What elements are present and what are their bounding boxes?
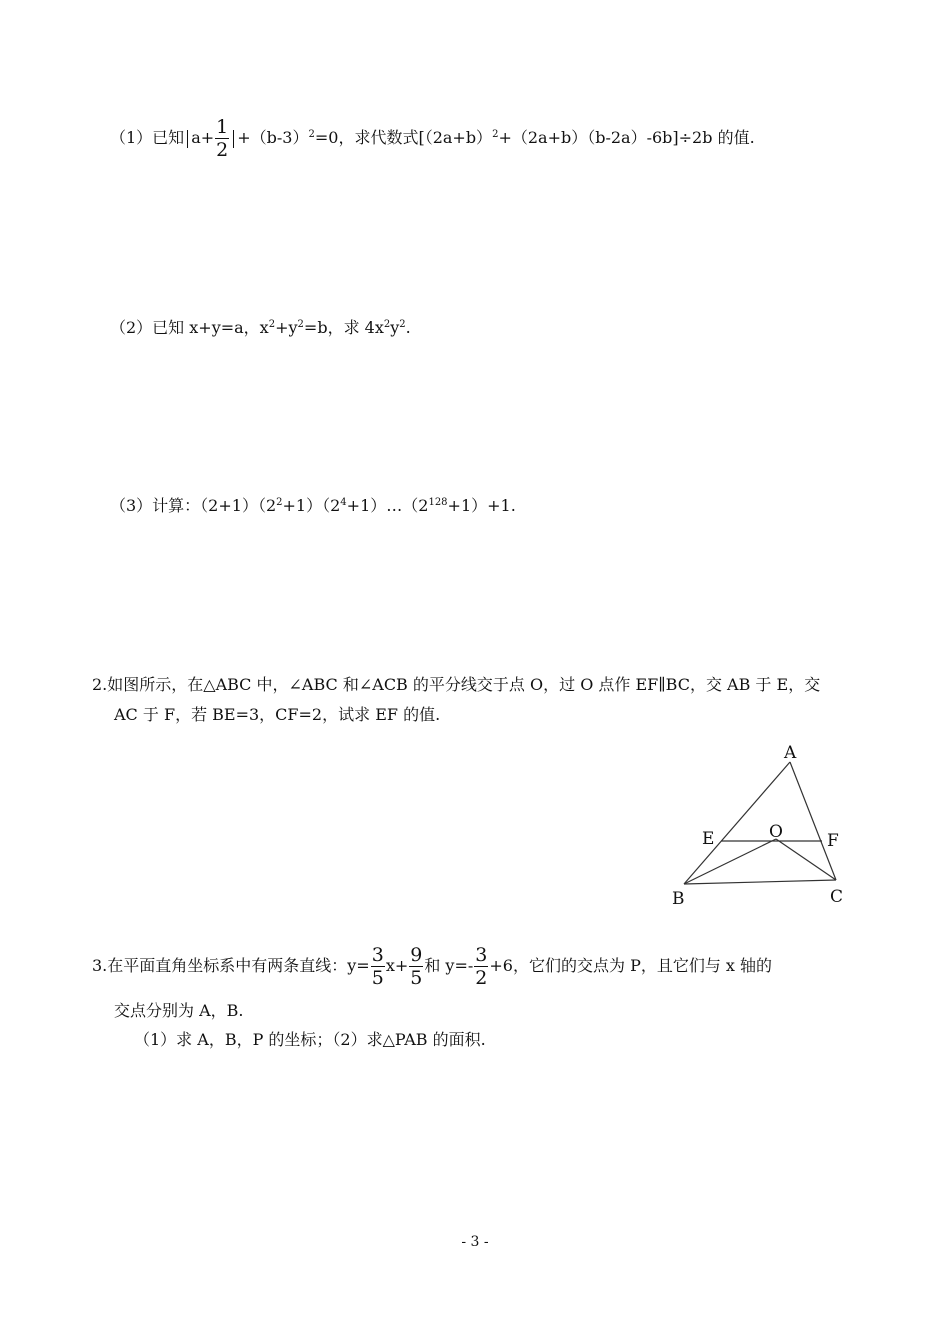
q3-line3: （1）求 A，B，P 的坐标；（2）求△PAB 的面积. — [134, 1030, 486, 1049]
fraction-three-halves: $\frac{3}{2}$ — [475, 944, 488, 989]
q3-line2: 交点分别为 A，B. — [114, 1001, 244, 1020]
segment-ac — [790, 762, 836, 880]
fraction-one-half: $\frac{1}{2}$ — [216, 116, 229, 161]
q1-part2: （2）已知 x+y=a，$x^2+y^2=b$，求 $4x^2y^2$. — [110, 318, 411, 337]
q2-line1: 2.如图所示，在△ABC 中，∠ABC 和∠ACB 的平分线交于点 O，过 O 点作 EF∥BC，交 AB 于 E，交 — [92, 675, 821, 694]
fraction-nine-fifths: $\frac{9}{5}$ — [410, 944, 423, 989]
label-o: O — [769, 822, 783, 842]
abs-bar-right — [233, 130, 234, 148]
label-a: A — [784, 743, 797, 763]
abs-bar-left — [187, 130, 188, 148]
q1-part3: （3）计算：$(2+1)(2^2+1)(2^4+1)\dots(2^{128}+1)+1$. — [110, 496, 516, 515]
segment-bo — [684, 839, 776, 884]
label-c: C — [830, 887, 844, 907]
q1-part1: （1）已知 a+ $\frac{1}{2}$ $+(b-3)^2=0$，求代数式$[(2a+b)^2+(2a+b)(b-2a)-6b]\div 2b$ 的值. — [110, 116, 755, 161]
q3-line1: 3.在平面直角坐标系中有两条直线：y= $\frac{3}{5}$ x+ $\frac{9}{5}$ 和 y=- $\frac{3}{2}$ +6，它们的交点为 P，且它们与 x 轴的 — [92, 944, 773, 989]
triangle-figure — [664, 738, 854, 916]
segment-bc — [684, 880, 836, 884]
page-number: - 3 - — [461, 1234, 489, 1250]
label-f: F — [827, 831, 839, 851]
label-b: B — [672, 889, 685, 909]
fraction-three-fifths: $\frac{3}{5}$ — [371, 944, 384, 989]
q2-line2: AC 于 F，若 BE=3，CF=2，试求 EF 的值. — [114, 705, 441, 724]
label-e: E — [702, 829, 715, 849]
